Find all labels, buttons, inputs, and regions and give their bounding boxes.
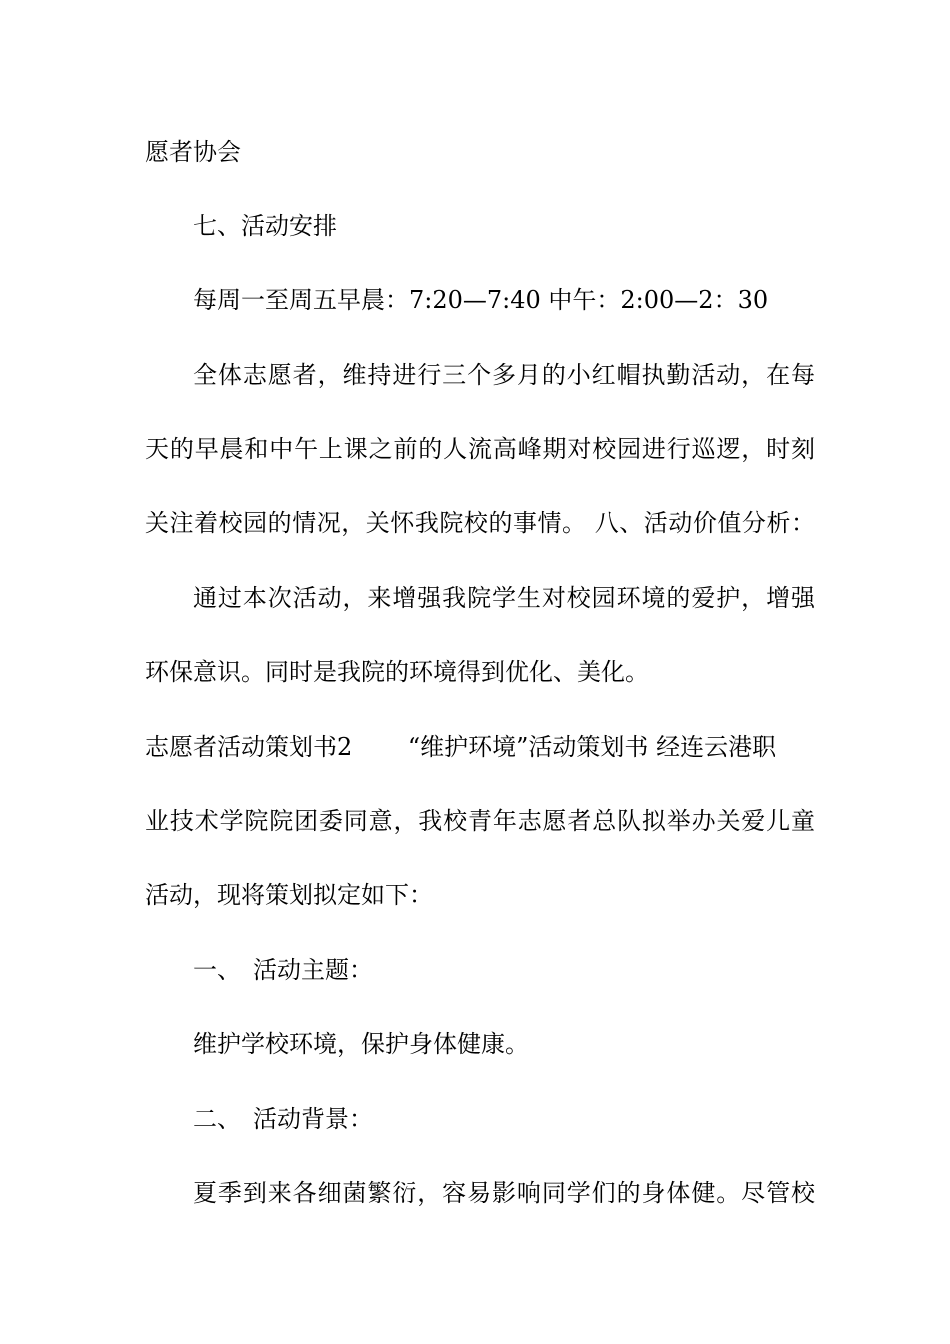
text-line-1: 愿者协会 <box>145 138 241 166</box>
section-heading-7: 七、活动安排 <box>193 212 337 240</box>
text-line-6: 关注着校园的情况，关怀我院校的事情。 八、活动价值分析： <box>145 509 815 537</box>
text-line-7: 通过本次活动，来增强我院学生对校园环境的爱护，增强 <box>193 584 815 612</box>
text-line-4: 全体志愿者，维持进行三个多月的小红帽执勤活动，在每 <box>193 361 815 389</box>
section-heading-2: 二、 活动背景： <box>193 1105 373 1133</box>
text-line-9: 志愿者活动策划书2 “维护环境”活动策划书 经连云港职 <box>145 733 777 761</box>
text-line-13: 维护学校环境，保护身体健康。 <box>193 1030 529 1058</box>
text-line-schedule: 每周一至周五早晨：7:20—7:40 中午：2:00—2：30 <box>193 286 769 314</box>
section-heading-1: 一、 活动主题： <box>193 956 373 984</box>
text-line-10: 业技术学院院团委同意，我校青年志愿者总队拟举办关爱儿童 <box>145 807 815 835</box>
text-line-5: 天的早晨和中午上课之前的人流高峰期对校园进行巡逻，时刻 <box>145 435 815 463</box>
text-line-8: 环保意识。同时是我院的环境得到优化、美化。 <box>145 658 649 686</box>
text-line-11: 活动，现将策划拟定如下： <box>145 881 433 909</box>
text-line-15: 夏季到来各细菌繁衍，容易影响同学们的身体健。尽管校 <box>193 1179 815 1207</box>
